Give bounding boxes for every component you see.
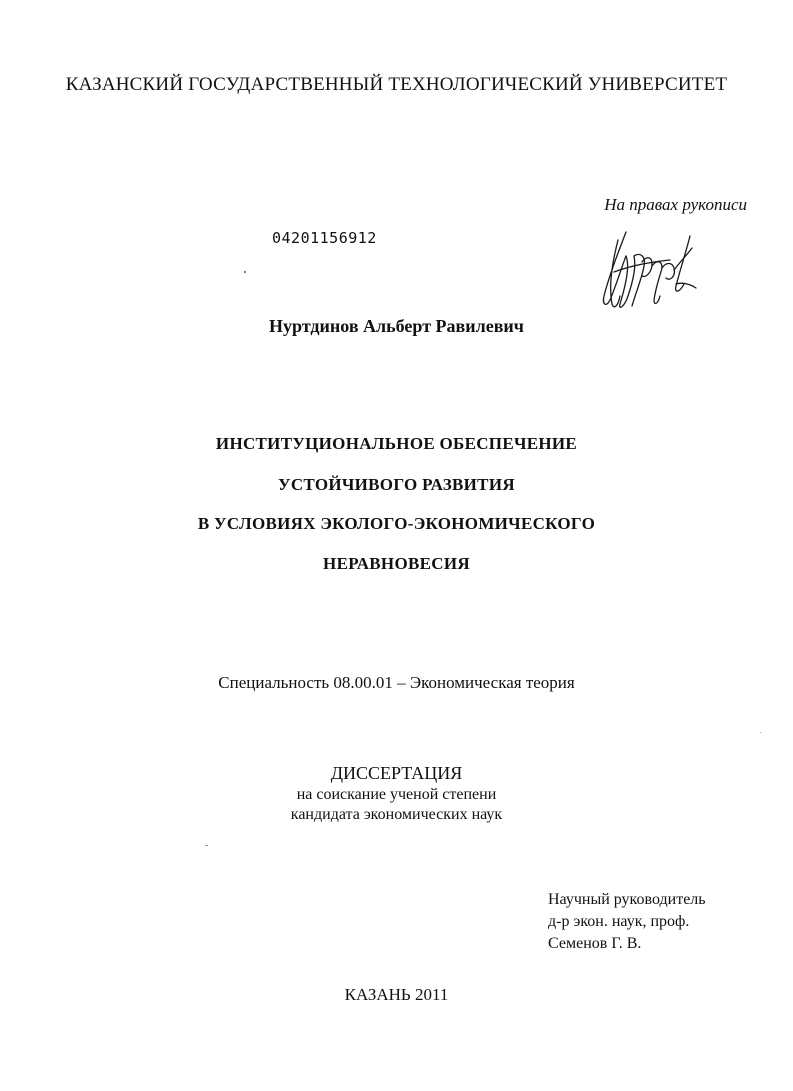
degree-purpose-line-1: на соискание ученой степени xyxy=(296,786,497,803)
document-type: ДИССЕРТАЦИЯ xyxy=(330,763,463,783)
registration-code: 04201156912 xyxy=(272,229,377,247)
supervisor-name: Семенов Г. В. xyxy=(548,935,642,952)
dissertation-title-line-2: УСТОЙЧИВОГО РАЗВИТИЯ xyxy=(278,475,515,494)
supervisor-block xyxy=(548,889,706,955)
dissertation-title-line-1: ИНСТИТУЦИОНАЛЬНОЕ ОБЕСПЕЧЕНИЕ xyxy=(215,434,578,453)
supervisor-role: Научный руководитель xyxy=(548,891,706,908)
author-name: Нуртдинов Альберт Равилевич xyxy=(269,316,524,336)
scan-speck xyxy=(244,271,246,273)
dissertation-title-line-4: НЕРАВНОВЕСИЯ xyxy=(323,554,470,573)
dissertation-title-line-3: В УСЛОВИЯХ ЭКОЛОГО-ЭКОНОМИЧЕСКОГО xyxy=(197,514,596,533)
scan-speck xyxy=(760,732,761,733)
specialty-line: Специальность 08.00.01 – Экономическая теория xyxy=(218,673,575,692)
city-and-year: КАЗАНЬ 2011 xyxy=(344,985,449,1004)
manuscript-rights-note: На правах рукописи xyxy=(604,195,747,214)
supervisor-degree: д-р экон. наук, проф. xyxy=(548,913,690,930)
degree-purpose-line-2: кандидата экономических наук xyxy=(290,806,503,823)
scan-speck xyxy=(205,845,208,846)
handwritten-signature xyxy=(596,226,700,314)
university-name: КАЗАНСКИЙ ГОСУДАРСТВЕННЫЙ ТЕХНОЛОГИЧЕСКИЙ УНИВЕРСИТЕТ xyxy=(65,74,728,95)
